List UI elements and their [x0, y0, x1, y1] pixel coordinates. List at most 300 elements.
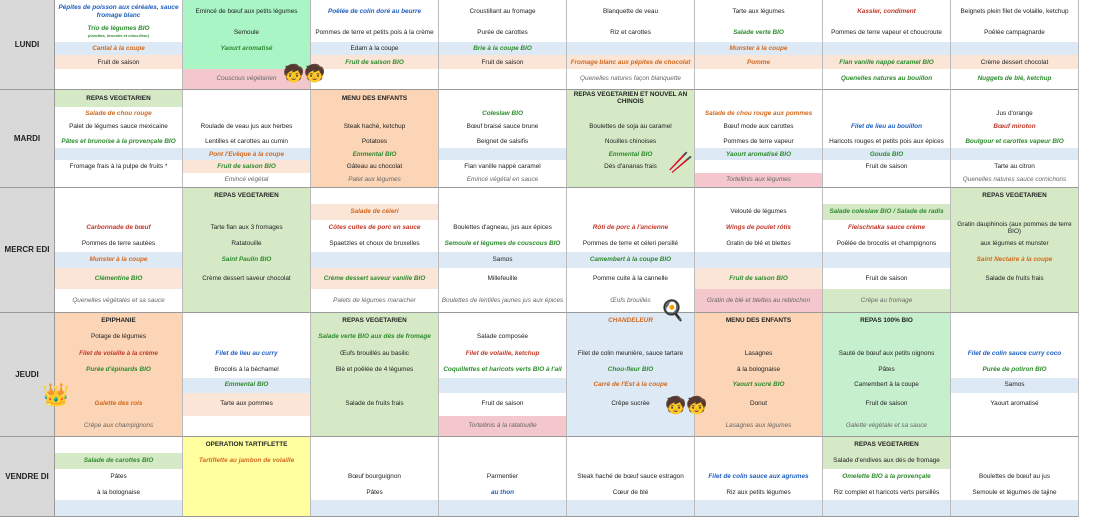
menu-item-text: Fruit de saison: [865, 400, 908, 408]
menu-cell: [183, 345, 310, 361]
menu-item-text: Tortellinis aux légumes: [726, 176, 791, 184]
menu-item-text: Rôti de porc à l'ancienne: [592, 224, 669, 232]
menu-item-text: Omelette BIO à la provençale: [842, 472, 931, 480]
menu-cell: [55, 69, 182, 89]
menu-cell: [183, 120, 310, 135]
menu-item-text: Edam à la coupe: [350, 44, 399, 52]
menu-item-text: Saint Nectaire à la coupe: [976, 256, 1053, 264]
menu-column-4: [439, 313, 567, 437]
menu-column-8: [951, 90, 1079, 188]
menu-column-2: [183, 90, 311, 188]
menu-item-text: Blé et poêlée de 4 légumes: [335, 365, 414, 373]
menu-column-3: [311, 437, 439, 517]
menu-item-text: Samos: [1004, 381, 1025, 389]
menu-cell: [823, 289, 950, 312]
menu-item-text: Lasagnes aux légumes: [725, 422, 792, 430]
menu-cell: [951, 378, 1078, 393]
menu-cell: [311, 416, 438, 436]
menu-cell: [695, 500, 822, 516]
day-row-4: [0, 313, 1079, 437]
menu-item-text: Pâtes: [366, 488, 383, 496]
menu-cell: [567, 120, 694, 135]
menu-item-text: Nouilles chinoises: [604, 137, 657, 145]
menu-cell: [823, 329, 950, 345]
menu-cell: [567, 220, 694, 236]
menu-item-text: Beignets plein filet de volaille, ketchup: [960, 7, 1069, 15]
menu-cell: [823, 55, 950, 69]
menu-item-text: Purée de potiron BIO: [982, 365, 1047, 373]
chinese-new-year-illustration-icon: 🥢: [668, 152, 693, 174]
menu-cell: [183, 252, 310, 268]
menu-cell: [823, 107, 950, 120]
menu-item-text: Salade composée: [476, 333, 529, 341]
menu-cell: [951, 23, 1078, 41]
menu-cell: [567, 236, 694, 252]
menu-item-text: Flan vanille nappé caramel BIO: [839, 58, 934, 66]
menu-column-3: [311, 90, 439, 188]
menu-item-text: Tortellinis à la ratatouille: [468, 422, 537, 430]
day-label: VENDRE DI: [0, 437, 55, 517]
menu-column-6: [695, 437, 823, 517]
menu-cell: [567, 135, 694, 149]
menu-cell: [183, 23, 310, 41]
menu-cell: [311, 453, 438, 469]
menu-item-text: Pâtes et brunoise à la provençale BIO: [61, 137, 176, 145]
day-label: JEUDI: [0, 313, 55, 437]
menu-item-text: Œufs brouillés au basilic: [340, 349, 409, 357]
menu-cell: [567, 252, 694, 268]
day-row-2: [0, 90, 1079, 188]
menu-cell: [183, 90, 310, 107]
menu-cell: [311, 23, 438, 41]
menu-cell: [311, 500, 438, 516]
menu-cell: [439, 329, 566, 345]
menu-item-text: aux légumes et munster: [980, 240, 1049, 248]
menu-cell: [695, 361, 822, 377]
menu-item-text: Purée de carottes: [477, 28, 528, 36]
menu-item-text: Gratin de blé et blettes au reblochon: [706, 296, 811, 304]
menu-cell: [823, 69, 950, 89]
menu-cell: [823, 252, 950, 268]
menu-cell: [311, 469, 438, 485]
menu-item-text: REPAS VEGETARIEN: [854, 441, 919, 449]
menu-item-text: Crêpe sucrée: [611, 400, 650, 408]
menu-item-text: Carbonnade de bœuf: [86, 224, 151, 232]
menu-cell: [823, 313, 950, 329]
menu-cell: [695, 378, 822, 393]
menu-item-text: Gratin dauphinois (aux pommes de terre BIO): [957, 220, 1072, 235]
menu-column-3: [311, 0, 439, 90]
menu-cell: [55, 55, 182, 69]
menu-item-text: Cantal à la coupe: [92, 44, 145, 52]
menu-item-text: Salade de fruits frais: [985, 274, 1044, 282]
menu-item-text: Salade verte BIO aux dés de fromage: [318, 333, 431, 341]
menu-column-8: [951, 0, 1079, 90]
menu-cell: [55, 120, 182, 135]
menu-cell: [567, 268, 694, 289]
menu-cell: [823, 393, 950, 416]
menu-cell: [183, 453, 310, 469]
menu-cell: [951, 160, 1078, 173]
day-label: MARDI: [0, 90, 55, 188]
menu-item-text: Pâtes: [878, 365, 895, 373]
menu-cell: [439, 23, 566, 41]
menu-cell: [823, 378, 950, 393]
menu-cell: [311, 220, 438, 236]
menu-cell: [55, 361, 182, 377]
menu-cell: [951, 268, 1078, 289]
menu-column-1: [55, 313, 183, 437]
menu-item-text: Riz aux petits légumes: [726, 488, 791, 496]
menu-cell: [55, 0, 182, 23]
menu-cell: [183, 484, 310, 500]
menu-cell: [695, 416, 822, 436]
menu-item-text: à la bolognaise: [97, 488, 140, 496]
menu-item-text: Tartiflette au jambon de volaille: [198, 456, 295, 464]
menu-cell: [439, 252, 566, 268]
menu-cell: [951, 0, 1078, 23]
menu-item-text: Quenelles natures au bouillon: [840, 75, 933, 83]
menu-item-text: Palet aux légumes: [348, 176, 401, 184]
menu-item-text: Salade de carottes BIO: [83, 456, 154, 464]
menu-cell: [439, 135, 566, 149]
menu-cell: [439, 204, 566, 220]
menu-item-text: Haricots rouges et petits pois aux épices: [829, 137, 944, 145]
menu-item-text: Semoule et légumes de tajine: [972, 488, 1057, 496]
menu-column-2: [183, 188, 311, 313]
menu-cell: [55, 204, 182, 220]
menu-cell: [823, 484, 950, 500]
menu-item-text: Tarte au citron: [994, 162, 1035, 170]
menu-cell: [311, 188, 438, 204]
menu-item-text: OPERATION TARTIFLETTE: [205, 441, 288, 449]
menu-cell: [695, 90, 822, 107]
menu-cell: [55, 500, 182, 516]
menu-column-2: [183, 437, 311, 517]
menu-cell: [951, 173, 1078, 187]
menu-item-text: Pommes de terre et petits pois à la crème: [315, 28, 434, 36]
menu-cell: [183, 160, 310, 173]
menu-cell: [695, 437, 822, 453]
menu-item-text: Ratatouille: [231, 240, 262, 248]
menu-item-text: Brie à la coupe BIO: [473, 44, 532, 52]
menu-item-text: Semoule et légumes de couscous BIO: [444, 240, 561, 248]
menu-item-text: Camembert à la coupe: [854, 381, 919, 389]
menu-column-6: [695, 90, 823, 188]
menu-cell: [439, 148, 566, 160]
menu-item-text: Quenelles natures sauce cornichons: [962, 176, 1067, 184]
menu-item-text: Steak haché de bœuf sauce estragon: [577, 472, 684, 480]
menu-item-text: Emmental BIO: [352, 150, 397, 158]
menu-item-text: Boulettes de soja au caramel: [589, 123, 672, 131]
menu-cell: [311, 0, 438, 23]
menu-cell: [695, 135, 822, 149]
menu-cell: [55, 135, 182, 149]
menu-item-text: Crêpe aux champignons: [83, 422, 154, 430]
menu-item-text: Camembert à la coupe BIO: [589, 256, 672, 264]
menu-item-text: Galette des rois: [94, 400, 143, 408]
menu-item-text: Chou-fleur BIO: [607, 365, 654, 373]
menu-item-text: Kassler, condiment: [857, 7, 916, 15]
menu-cell: [951, 148, 1078, 160]
menu-item-text: Fruit de saison BIO: [729, 274, 788, 282]
menu-item-text: à la bolognaise: [737, 365, 780, 373]
menu-cell: [183, 329, 310, 345]
menu-cell: [55, 329, 182, 345]
menu-column-1: [55, 437, 183, 517]
menu-item-text: Filet de volaille à la crème: [79, 349, 158, 357]
menu-cell: [823, 236, 950, 252]
menu-column-1: [55, 0, 183, 90]
menu-item-text: Nuggets de blé, ketchup: [977, 75, 1052, 83]
menu-cell: [567, 484, 694, 500]
menu-item-text: Pommes de terre sautées: [81, 240, 156, 248]
menu-cell: [567, 345, 694, 361]
menu-cell: [567, 90, 694, 107]
day-row-1: [0, 0, 1079, 90]
menu-cell: [183, 107, 310, 120]
menu-cell: [439, 345, 566, 361]
menu-cell: [567, 0, 694, 23]
menu-column-7: [823, 188, 951, 313]
menu-cell: [183, 361, 310, 377]
menu-cell: [567, 437, 694, 453]
menu-item-text: Fruit de saison BIO: [345, 58, 404, 66]
menu-cell: [951, 500, 1078, 516]
menu-cell: [55, 453, 182, 469]
menu-cell: [823, 268, 950, 289]
menu-cell: [951, 469, 1078, 485]
crepe-pan-illustration-icon: 🍳: [660, 300, 685, 322]
menu-cell: [567, 361, 694, 377]
menu-cell: [311, 42, 438, 56]
menu-column-5: [567, 437, 695, 517]
menu-item-text: CHANDELEUR: [608, 317, 653, 325]
menu-item-text: Donut: [749, 400, 768, 408]
menu-item-text: Fruit de saison: [481, 58, 524, 66]
menu-cell: [951, 188, 1078, 204]
menu-cell: [951, 252, 1078, 268]
menu-cell: [951, 289, 1078, 312]
menu-cell: [311, 437, 438, 453]
menu-item-text: Yaourt sucré BIO: [732, 381, 785, 389]
menu-cell: [439, 107, 566, 120]
menu-cell: [567, 453, 694, 469]
menu-cell: [695, 345, 822, 361]
menu-cell: [695, 204, 822, 220]
menu-item-text: Fleischnaka sauce crème: [847, 224, 926, 232]
menu-cell: [55, 469, 182, 485]
menu-cell: [695, 236, 822, 252]
menu-cell: [311, 69, 438, 89]
menu-cell: [311, 236, 438, 252]
menu-cell: [183, 204, 310, 220]
menu-cell: [311, 329, 438, 345]
menu-item-text: REPAS VEGETARIEN: [86, 94, 151, 102]
menu-item-text: Fruit de saison: [481, 400, 524, 408]
menu-cell: [183, 289, 310, 312]
menu-cell: [951, 437, 1078, 453]
menu-item-text: Millefeuille: [487, 274, 518, 282]
menu-item-text: Emincé végétal: [224, 176, 269, 184]
menu-cell: [439, 313, 566, 329]
menu-cell: [311, 204, 438, 220]
menu-item-text: Purée d'épinards BIO: [86, 365, 151, 373]
menu-cell: [823, 23, 950, 41]
menu-cell: [823, 416, 950, 436]
menu-cell: [951, 69, 1078, 89]
menu-cell: [439, 120, 566, 135]
menu-item-text: Fruit de saison BIO: [217, 162, 276, 170]
menu-cell: [951, 107, 1078, 120]
menu-item-text: Pomme cuite à la cannelle: [593, 274, 668, 282]
menu-cell: [951, 120, 1078, 135]
menu-cell: [183, 0, 310, 23]
menu-cell: [311, 173, 438, 187]
menu-item-text: Munster à la coupe: [89, 256, 148, 264]
menu-cell: [951, 90, 1078, 107]
menu-item-text: Boulettes de lentilles jaunes jus aux épices: [441, 296, 564, 304]
menu-cell: [951, 236, 1078, 252]
menu-cell: [311, 160, 438, 173]
menu-cell: [695, 469, 822, 485]
menu-item-text: Croustillant au fromage: [469, 7, 536, 15]
menu-item-text: Salade de chou rouge: [85, 109, 152, 117]
menu-item-text: Emincé végétal en sauce: [466, 176, 539, 184]
menu-item-text: Lasagnes: [744, 349, 773, 357]
menu-item-text: Jus d'orange: [996, 109, 1033, 117]
menu-cell: [55, 107, 182, 120]
menu-cell: [439, 188, 566, 204]
menu-item-text: Trio de légumes BIO: [87, 24, 150, 32]
menu-cell: [55, 416, 182, 436]
menu-cell: [55, 437, 182, 453]
menu-cell: [695, 69, 822, 89]
menu-cell: [695, 484, 822, 500]
menu-item-text: Samos: [492, 256, 513, 264]
menu-cell: [183, 135, 310, 149]
menu-cell: [439, 160, 566, 173]
menu-item-text: Crème dessert chocolat: [980, 58, 1049, 66]
menu-item-text: Filet de lieu au bouillon: [850, 123, 922, 131]
menu-cell: [823, 120, 950, 135]
menu-cell: [311, 393, 438, 416]
menu-item-text: Cœur de blé: [612, 488, 649, 496]
menu-cell: [695, 289, 822, 312]
menu-item-text: Gâteau au chocolat: [346, 162, 403, 170]
menu-item-text: Gratin de blé et blettes: [726, 240, 791, 248]
menu-cell: [55, 268, 182, 289]
menu-cell: [695, 453, 822, 469]
menu-item-text: Steak haché, ketchup: [343, 123, 406, 131]
menu-item-text: Riz et carottes: [610, 28, 651, 36]
menu-item-text: Emmental BIO: [224, 381, 269, 389]
menu-column-3: [311, 188, 439, 313]
menu-cell: [951, 313, 1078, 329]
menu-column-7: [823, 313, 951, 437]
menu-cell: [311, 107, 438, 120]
menu-column-4: [439, 188, 567, 313]
day-row-5: [0, 437, 1079, 517]
menu-item-text: Poêlée de brocolis et champignons: [836, 240, 937, 248]
menu-item-text: Poêlée de colin doré au beurre: [327, 7, 422, 15]
menu-cell: [183, 268, 310, 289]
menu-item-text: Saint Paulin BIO: [221, 256, 272, 264]
menu-item-text: Blanquette de veau: [602, 7, 659, 15]
menu-cell: [823, 204, 950, 220]
menu-item-text: Velouté de légumes: [730, 208, 787, 216]
day-row-3: [0, 188, 1079, 313]
menu-item-text: Palet de légumes sauce mexicaine: [69, 123, 168, 131]
menu-cell: [951, 135, 1078, 149]
menu-item-text: Filet de lieu au curry: [215, 349, 278, 357]
menu-item-text: Bœuf mode aux carottes: [723, 123, 794, 131]
menu-item-text: Crêpe au fromage: [860, 296, 913, 304]
menu-item-text: REPAS VEGETARIEN: [214, 192, 279, 200]
menu-cell: [311, 289, 438, 312]
menu-item-text: Crème dessert saveur vanille BIO: [323, 274, 426, 282]
day-label: LUNDI: [0, 0, 55, 90]
menu-item-text: Pommes de terre et céleri persillé: [582, 240, 679, 248]
menu-item-text: Couscous végétarien: [216, 75, 277, 83]
menu-cell: [695, 42, 822, 56]
menu-column-1: [55, 188, 183, 313]
menu-item-text: Salade de fruits frais: [345, 400, 404, 408]
menu-item-text: Beignet de salsifis: [476, 137, 529, 145]
menu-item-text: Potatoes: [361, 137, 388, 145]
menu-cell: [567, 500, 694, 516]
menu-item-text: Filet de colin meunière, sauce tartare: [577, 349, 684, 357]
menu-column-8: [951, 437, 1079, 517]
menu-item-text: Coquillettes et haricots verts BIO à l'ail: [443, 365, 562, 373]
menu-cell: [311, 148, 438, 160]
menu-cell: [55, 42, 182, 56]
menu-cell: [695, 173, 822, 187]
menu-cell: [311, 135, 438, 149]
menu-cell: [567, 188, 694, 204]
menu-cell: [311, 313, 438, 329]
menu-cell: [823, 469, 950, 485]
menu-cell: [951, 416, 1078, 436]
menu-cell: [183, 42, 310, 56]
menu-cell: [183, 416, 310, 436]
menu-item-text: Tarte aux légumes: [732, 7, 785, 15]
menu-column-6: [695, 313, 823, 437]
menu-cell: [567, 107, 694, 120]
menu-cell: [951, 484, 1078, 500]
menu-cell: [311, 55, 438, 69]
menu-cell: [311, 120, 438, 135]
menu-column-5: [567, 188, 695, 313]
menu-cell: [183, 500, 310, 516]
menu-item-subtext: (carottes, brocolis et chou-fleur): [87, 33, 150, 39]
menu-cell: [823, 500, 950, 516]
menu-item-text: Gouda BIO: [869, 150, 904, 158]
menu-cell: [823, 188, 950, 204]
day-label: MERCR EDI: [0, 188, 55, 313]
menu-cell: [823, 148, 950, 160]
menu-cell: [439, 361, 566, 377]
menu-item-text: Coleslaw BIO: [482, 109, 523, 117]
menu-cell: [567, 204, 694, 220]
menu-item-text: Emincé de bœuf aux petits légumes: [195, 7, 298, 15]
menu-item-text: Brocolis à la béchamel: [214, 365, 279, 373]
menu-item-text: Emmental BIO: [608, 150, 653, 158]
menu-cell: [695, 55, 822, 69]
menu-item-text: Salade verte BIO: [733, 28, 784, 36]
menu-item-text: Salade de chou rouge aux pommes: [704, 109, 813, 117]
menu-cell: [311, 90, 438, 107]
